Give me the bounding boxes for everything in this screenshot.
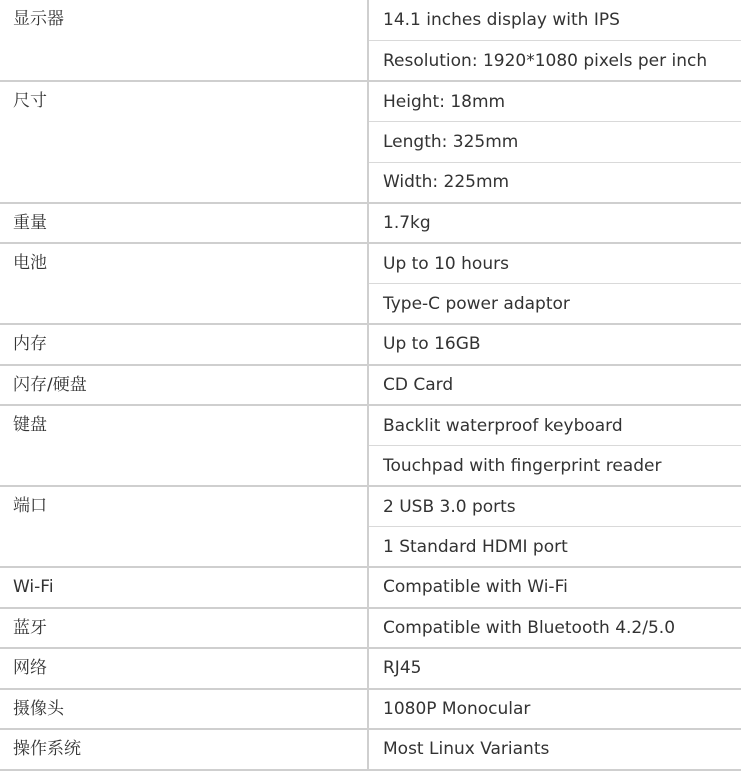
spec-value: CD Card (368, 365, 741, 406)
spec-value: 1.7kg (368, 203, 741, 244)
spec-value: Type-C power adaptor (368, 284, 741, 325)
spec-value: Resolution: 1920*1080 pixels per inch (368, 41, 741, 82)
spec-value: Compatible with Wi-Fi (368, 567, 741, 608)
spec-value: 1080P Monocular (368, 689, 741, 730)
table-row (0, 648, 741, 689)
table-row (0, 324, 741, 365)
spec-value: Compatible with Bluetooth 4.2/5.0 (368, 608, 741, 649)
spec-value: Up to 10 hours (368, 243, 741, 284)
spec-label: 闪存/硬盘 (0, 365, 368, 406)
table-row (0, 0, 741, 41)
spec-label: 内存 (0, 324, 368, 365)
table-row (0, 405, 741, 446)
spec-value: Height: 18mm (368, 81, 741, 122)
spec-value: Most Linux Variants (368, 729, 741, 770)
table-row (0, 729, 741, 770)
spec-label: 网络 (0, 648, 368, 689)
spec-label: 端口 (0, 486, 368, 567)
table-row (0, 567, 741, 608)
spec-label: 操作系统 (0, 729, 368, 770)
table-row (0, 203, 741, 244)
spec-value: Touchpad with fingerprint reader (368, 446, 741, 487)
spec-value: Up to 16GB (368, 324, 741, 365)
spec-label: 重量 (0, 203, 368, 244)
spec-label: 摄像头 (0, 689, 368, 730)
spec-label: 电池 (0, 243, 368, 324)
table-row (0, 689, 741, 730)
spec-value: Length: 325mm (368, 122, 741, 163)
spec-label: 显示器 (0, 0, 368, 81)
table-row (0, 486, 741, 527)
spec-label: 蓝牙 (0, 608, 368, 649)
spec-label: Wi-Fi (0, 567, 368, 608)
table-row (0, 243, 741, 284)
spec-value: 1 Standard HDMI port (368, 527, 741, 568)
spec-value: 2 USB 3.0 ports (368, 486, 741, 527)
table-row (0, 365, 741, 406)
spec-label: 键盘 (0, 405, 368, 486)
spec-label: 尺寸 (0, 81, 368, 203)
spec-value: 14.1 inches display with IPS (383, 10, 620, 30)
spec-value: Width: 225mm (368, 162, 741, 203)
table-row (0, 608, 741, 649)
spec-value: Backlit waterproof keyboard (368, 405, 741, 446)
table-row (0, 81, 741, 122)
spec-value: RJ45 (368, 648, 741, 689)
